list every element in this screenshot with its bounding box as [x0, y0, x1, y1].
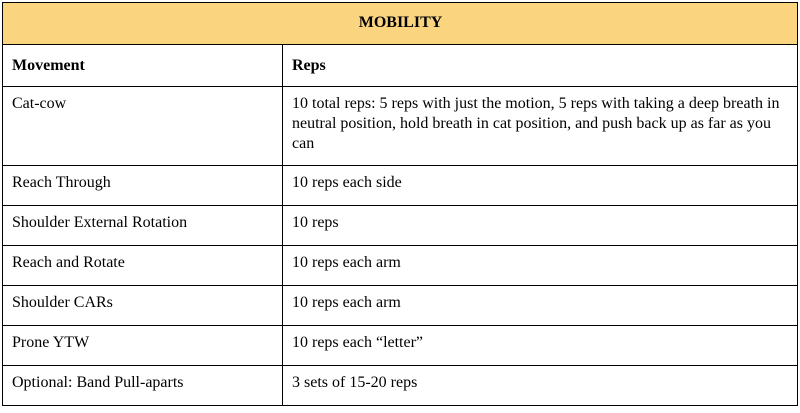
column-header-movement: Movement	[3, 45, 283, 87]
table-row	[3, 166, 798, 206]
reps-cell: 10 reps each side	[283, 166, 798, 206]
table-row	[3, 87, 798, 166]
mobility-table	[2, 2, 798, 406]
reps-cell: 10 reps each arm	[283, 286, 798, 326]
movement-cell: Cat-cow	[3, 87, 283, 166]
movement-cell: Prone YTW	[3, 326, 283, 366]
table-row	[3, 246, 798, 286]
movement-cell: Reach and Rotate	[3, 246, 283, 286]
table-row	[3, 206, 798, 246]
title-row	[3, 3, 798, 45]
reps-cell: 3 sets of 15-20 reps	[283, 366, 798, 406]
table-row	[3, 286, 798, 326]
column-header-reps: Reps	[283, 45, 798, 87]
reps-cell: 10 reps	[283, 206, 798, 246]
movement-cell: Optional: Band Pull-aparts	[3, 366, 283, 406]
table-row	[3, 366, 798, 406]
movement-cell: Shoulder CARs	[3, 286, 283, 326]
movement-cell: Reach Through	[3, 166, 283, 206]
movement-cell: Shoulder External Rotation	[3, 206, 283, 246]
reps-cell: 10 total reps: 5 reps with just the motion, 5 reps with taking a deep breath in neutral position, hold breath in cat position, and push back up as far as you can	[283, 87, 798, 166]
reps-cell: 10 reps each arm	[283, 246, 798, 286]
table-row	[3, 326, 798, 366]
header-row	[3, 45, 798, 87]
table-title: MOBILITY	[3, 3, 798, 45]
reps-cell: 10 reps each “letter”	[283, 326, 798, 366]
